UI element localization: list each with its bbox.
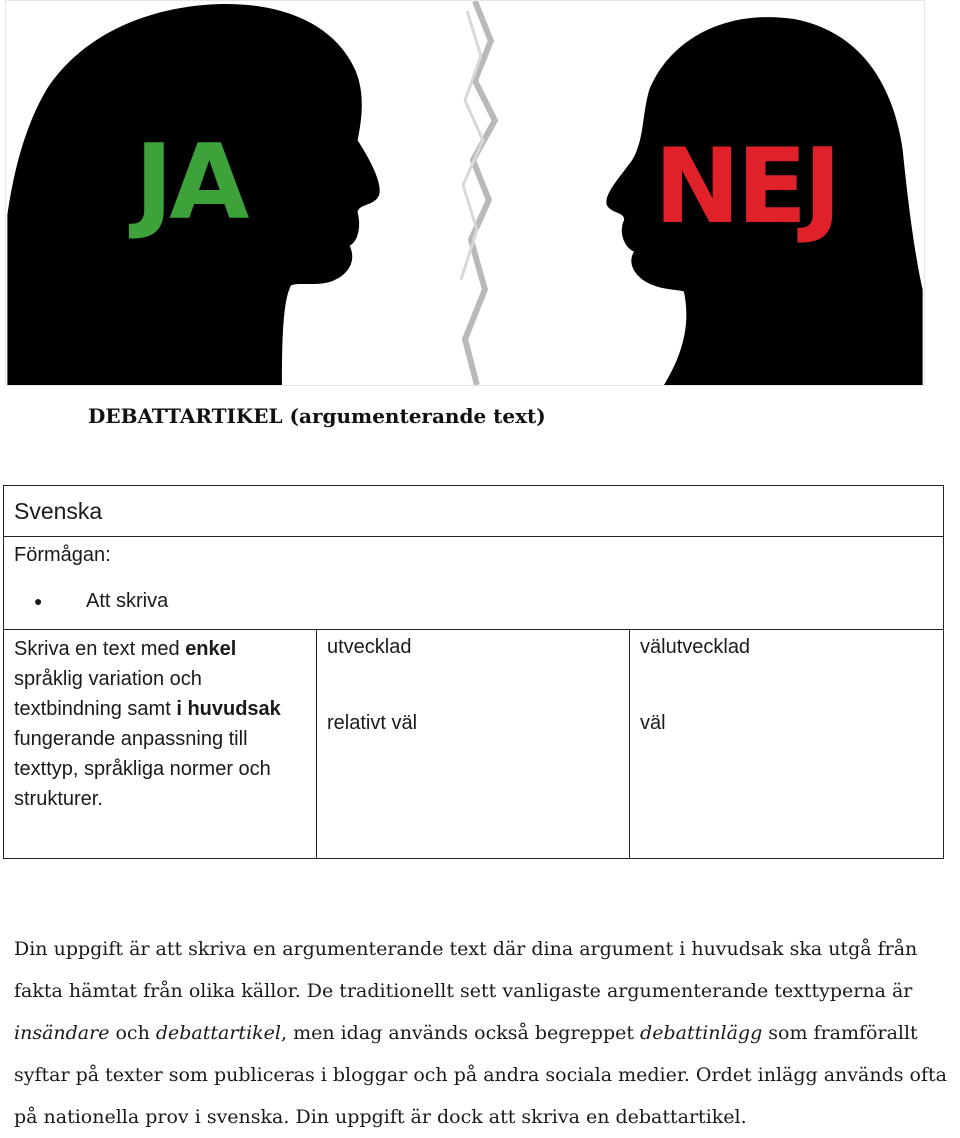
- subject-cell: [4, 486, 944, 537]
- ability-item-text: Att skriva: [86, 590, 169, 612]
- nej-label: NEJ: [654, 126, 838, 247]
- task-description: Din uppgift är att skriva en argumenterande text där dina argument i huvudsak ska utgå från fakta hämtat från olika källor. De traditionellt sett vanligaste argumenterande texttyperna är insändare och debattartikel, men idag används också begreppet debattinlägg som framförallt syftar på texter som publiceras i bloggar och på andra sociala medier. Ordet inlägg används ofta på nationella prov i svenska. Din uppgift är dock att skriva en debattartikel.: [14, 938, 947, 1128]
- criteria-text: Skriva en text med enkel språklig variation och textbindning samt i huvudsak fungerande anpassning till texttyp, språkliga normer och strukturer.: [14, 638, 281, 810]
- level-a-quality: välutvecklad: [640, 636, 751, 658]
- bullet-icon: ●: [34, 593, 43, 609]
- criteria-level-a-cell: [630, 630, 944, 859]
- hero-illustration: [5, 0, 925, 386]
- document-title: DEBATTARTIKEL (argumenterande text): [88, 404, 546, 428]
- level-c-quality: utvecklad: [327, 636, 412, 658]
- ability-label: Förmågan:: [14, 544, 111, 566]
- subject-heading: Svenska: [14, 498, 103, 524]
- criteria-level-c-cell: [317, 630, 630, 859]
- ability-list-item: [34, 589, 933, 613]
- criteria-level-e-cell: [4, 630, 317, 859]
- debate-silhouettes-image: [6, 1, 924, 385]
- assessment-rubric-table: [3, 485, 944, 859]
- ability-cell: [4, 537, 944, 630]
- level-a-degree: väl: [640, 712, 666, 734]
- ja-label: JA: [134, 122, 246, 243]
- level-c-degree: relativt väl: [327, 712, 418, 734]
